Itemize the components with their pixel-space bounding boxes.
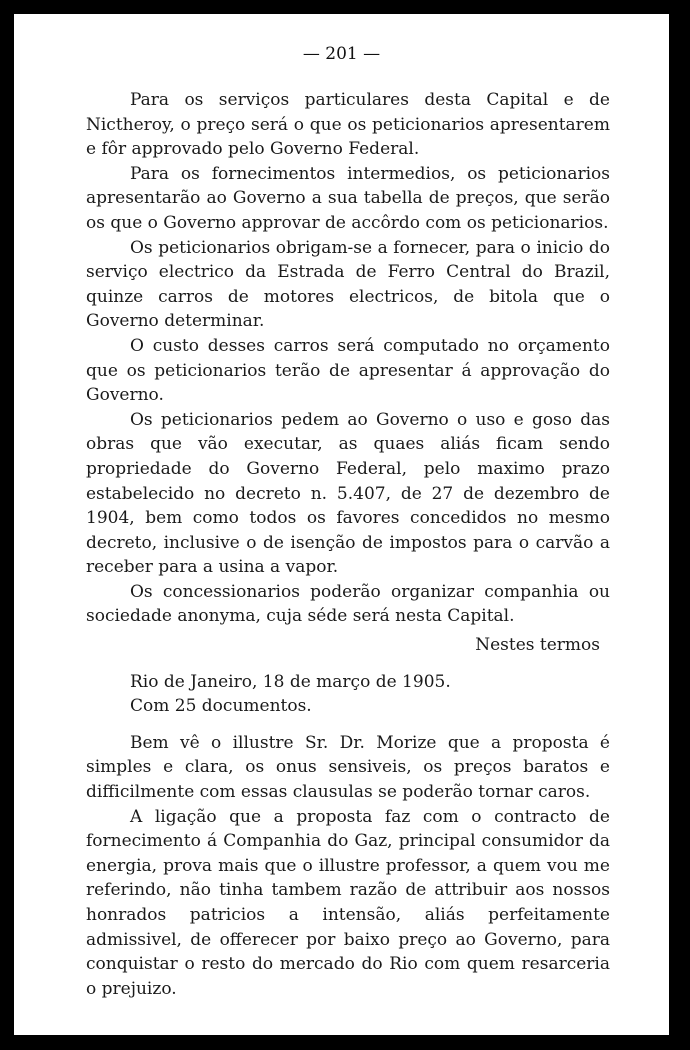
paragraph: Bem vê o illustre Sr. Dr. Morize que a proposta é simples e clara, os onus sensiveis, os preços baratos e difficilmente com essas clausulas se poderão tornar caros.	[86, 732, 610, 803]
attachments-line: Com 25 documentos.	[130, 696, 312, 717]
paragraph: Para os fornecimentos intermedios, os peticionarios apresentarão ao Governo a sua tabella de preços, que serão os que o Governo approvar de accôrdo com os peticionarios.	[86, 163, 610, 233]
paragraph: Os peticionarios pedem ao Governo o uso e goso das obras que vão executar, as quaes aliás ficam sendo propriedade do Governo Federal, pelo maximo prazo estabelecido no decreto n. 5.407, de 27 de dezembro de 1904, bem como todos os favores concedidos no mesmo decreto, inclusive o de isenção de impostos para o carvão a receber para a usina a vapor.	[86, 409, 610, 578]
closing-formula: Nestes termos	[475, 635, 600, 656]
paragraph: A ligação que a proposta faz com o contracto de fornecimento á Companhia do Gaz, principal consumidor da energia, prova mais que o illustre professor, a quem vou me referindo, não tinha tambem razão de attribuir aos nossos honrados patricios a intensão, aliás perfeitamente admissivel, de offerecer por baixo preço ao Governo, para conquistar o resto do mercado do Rio com quem resarceria o prejuizo.	[86, 806, 610, 999]
page-number: — 201 —	[302, 44, 381, 64]
paragraph: Os concessionarios poderão organizar companhia ou sociedade anonyma, cuja séde será nesta Capital.	[86, 581, 610, 627]
paragraph: Para os serviços particulares desta Capital e de Nictheroy, o preço será o que os peticionarios apresentarem e fôr approvado pelo Governo Federal.	[86, 90, 610, 160]
document-page	[14, 14, 669, 1035]
paragraph: Os peticionarios obrigam-se a fornecer, para o inicio do serviço electrico da Estrada de Ferro Central do Brazil, quinze carros de motores electricos, de bitola que o Governo determinar.	[86, 237, 610, 332]
paragraph: O custo desses carros será computado no orçamento que os peticionarios terão de apresentar á approvação do Governo.	[86, 335, 610, 406]
body-text	[86, 88, 610, 1001]
date-line: Rio de Janeiro, 18 de março de 1905.	[130, 671, 451, 692]
